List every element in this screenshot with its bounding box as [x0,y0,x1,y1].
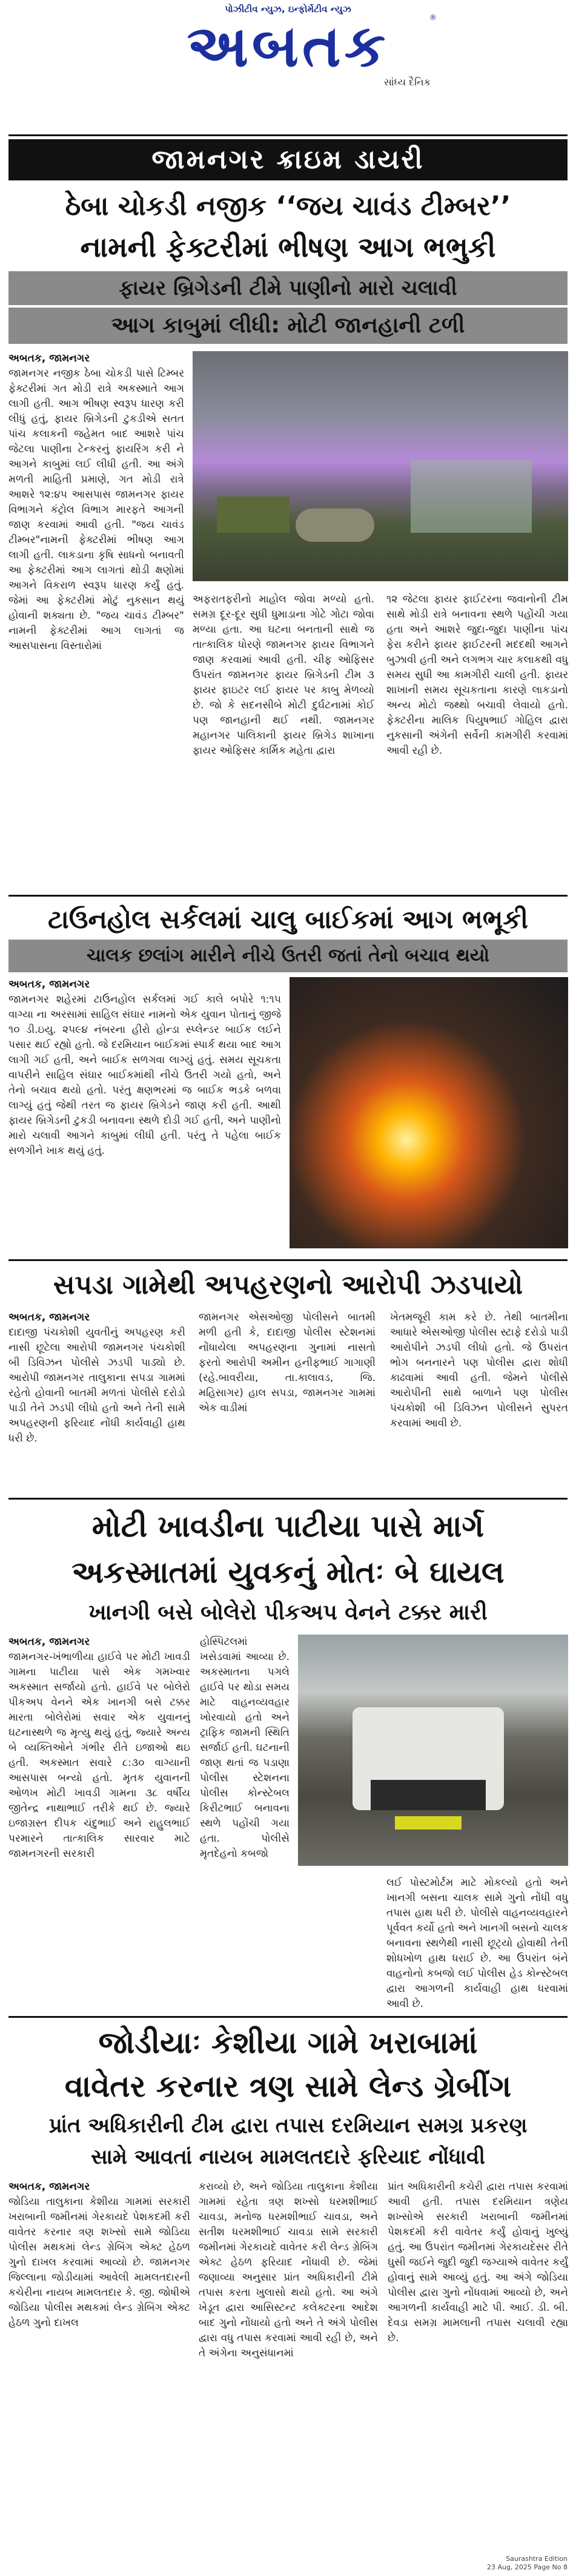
story4-column-3 [386,1876,568,2010]
story2-headline: ટાઉનહોલ સર્કલમાં ચાલુ બાઈકમાં આગ ભભૂકી [48,904,528,934]
story3-column-1 [8,1310,185,1492]
story4-headline-line2: અકસ્માતમાં યુવકનું મોતઃ બે ઘાયલ [71,1555,505,1590]
story4-col2-text: હોસ્પિટલમાં ખસેડવામાં આવ્યા છે. અકસ્માતના પગલે હાઈવે પર થોડા સમય માટે વાહનવ્યવહાર ખોરવાયો હતો અને ટ્રાફિક જામની સ્થિતિ સર્જાઈ હતી. ઘટનાની જાણ થતાં જ પડાણા પોલીસ સ્ટેશનના પોલીસ કોન્સ્ટેબલ કિરીટભાઈ બનાવના સ્થળે પહોંચી ગયા હતા. પોલીસે મૃતદેહનો કબજો [200,1636,290,1860]
masthead-tagline: પોઝીટીવ ન્યુઝ, ઇન્ફોર્મેટીવ ન્યુઝ [225,4,351,15]
bike-fire-photo [290,977,568,1248]
masthead-subtitle: સાંધ્ય દૈનિક [383,76,431,88]
story1-column-1 [8,351,184,890]
story3-col2-text: જામનગર એસઓજી પોલીસને બાતમી મળી હતી કે, દાદાજી પોલીસ સ્ટેશનમાં નોંધાયેલા અપહરણના ગુનામાં નાસતો ફરતો આરોપી અમીન હનીફભાઈ ગાગાણી (રહે.બાવરીયા, તા.કાલાવડ, જિ. મહિસાગર) હાલ સપડા, જામનગર ગામમાં એક વાડીમાં [199,1311,376,1414]
story2-body-text: જામનગર શહેરમાં ટાઉનહોલ સર્કલમાં ગઈ કાલે બપોરે ૧:૧૫ વાગ્યા ના અરસામાં સાહિલ સંઘાર નામનો એક યુવાન પોતાનું જીજે ૧૦ ડી.ઇયુ. ૨૫૯૪ નંબરના હીરો હોન્ડા સ્પ્લેન્ડર બાઈક લઈને પસાર થઈ રહ્યો હતો. જે દરમિયાન બાઈકમાં સ્પાર્ક થયા બાદ આગ લાગી ગઈ હતી, અને બાઈક સળગવા લાગ્યું હતું. સમય સૂચકતા વાપરીને સાહિલ સંઘાર બાઈકમાંથી નીચે ઉતરી ગયો હતો, અને તેનો બચાવ થયો હતો. પરંતુ ક્ષણભરમાં જ બાઈક ભડકે બળવા લાગ્યું હતું જેથી તરત જ ફાયર બ્રિગેડને જાણ કરી હતી. આથી ફાયર બ્રિગેડની ટુકડી બનાવના સ્થળે દોડી ગઈ હતી, અને પાણીનો મારો ચલાવી આગને કાબુમાં લીધી હતી. પરંતુ તે પહેલા બાઈક સળગીને ખાક થયું હતું. [8,993,281,1157]
story1-dateline: અબતક, જામનગર [8,352,90,364]
story1-subhead-line2: આગ કાબુમાં લીધી: મોટી જાનહાની ટળી [8,308,568,344]
story5-col1-text: જોડિયા તાલુકાના કેશીયા ગામમાં સરકારી ખરાબાની જમીનમાં ગેરકાયદે પેશકદમી કરી વાવેતર કરનાર ત્રણ શખ્સો સામે જોડિયા પોલીસ મથકમાં લેન્ડ ગ્રેબિંગ એક્ટ હેઠળ ગુનો દાખલ કરવામાં આવ્યો છે. જામનગર જિલ્લાના જોડીયામાં આવેલી મામલતદારની કચેરીના નાયબ મામલતદાર કે. જી. જોષીએ જોડિયા પોલીસ મથકમાં લેન્ડ ગ્રેબિંગ એક્ટ હેઠળ ગુનો દાખલ [8,2196,190,2329]
story3-column-2 [199,1310,376,1492]
divider [8,2016,568,2018]
footer-date: 23 Aug, 2025 Page No 8 [486,2563,568,2571]
story5-subhead-line2: સામે આવતાં નાયબ મામલતદારે ફરિયાદ નોંધાવી [91,2145,485,2169]
footer-edition: Saurashtra Edition [506,2555,568,2563]
story5-subhead-line1: પ્રાંત અધિકારીની ટીમ દ્વારા તપાસ દરમિયાન સમગ્ર પ્રકરણ [48,2113,528,2138]
story3-column-3 [390,1310,568,1492]
story1-col3-text: ૧૨ જેટલા ફાયર ફાઈટરના જવાનોની ટીમ સાથે મોડી રાત્રે બનાવના સ્થળે પહોંચી ગયા હતા અને આશરે જુદા-જુદા પાણીના પાંચ ફેરા કરીને ફાયર ફાઈટરની મદદથી આગને બુઝાવી હતી અને લગભગ ચાર કલાકથી વધુ સમય સુધી આ કામગીરી ચાલી હતી. ફાયર શાખાની સમય સૂચકતાના કારણે લાકડાનો અન્ય મોટો જથ્થો બચાવી લેવાયો હતો. ફેક્ટરીના માલિક પિયુષભાઈ ગોહિલ દ્વારા નુકસાની અંગેની સર્વેની કામગીરી કરવામાં આવી રહી છે. [386,593,568,757]
story2-subhead: ચાલક છલાંગ મારીને નીચે ઉતરી જતાં તેનો બચાવ થયો [8,940,568,972]
story5-col2-text: કરાવ્યો છે, અને જોડિયા તાલુકાના કેશીયા ગામમાં રહેતા ત્રણ શખ્સો ધરમશીભાઈ ચાવડા, મનોજ ધરમશીભાઈ ચાવડા, અને સતીશ ધરમશીભાઈ ચાવડા સામે સરકારી જમીનમાં ગેરકાયદે વાવેતર કરી લેન્ડ ગ્રેબિંગ એક્ટ હેઠળ ફરિયાદ નોંધાવી છે. જેમાં જણાવ્યા અનુસાર પ્રાંત અધિકારીની ટીમે તપાસ કરતા ખુલાસો થયો હતો. આ અંગે ખેડૂત દ્વારા આસિસ્ટન્ટ કલેક્ટરના આદેશ બાદ ગુનો નોંધાયો હતો અને તે અંગે પોલીસ દ્વારા વધુ તપાસ કરવામાં આવી રહી છે, અને તે અંગેના અનુસંધાનમાં [199,2181,378,2359]
accident-vehicle-photo [298,1635,568,1866]
divider [8,895,568,897]
story2-body [8,977,281,1256]
story5-headline-line2: વાવેતર કરનાર ત્રણ સામે લેન્ડ ગ્રેબીંગ [64,2069,512,2104]
registered-mark: ® [429,13,437,22]
story4-dateline: અબતક, જામનગર [8,1636,90,1648]
story1-column-3 [386,592,568,889]
story5-headline-line1: જોડીયાઃ કેશીયા ગામે ખરાબામાં [98,2025,478,2060]
story5-column-3 [388,2179,568,2549]
divider [8,1498,568,1500]
divider [8,1259,568,1261]
page-footer [487,2555,568,2572]
story3-dateline: અબતક, જામનગર [8,1311,90,1323]
story4-column-1 [8,1635,190,2010]
story5-dateline: અબતક, જામનગર [8,2181,90,2193]
factory-fire-photo [193,351,568,581]
story4-column-2 [200,1635,290,2010]
story1-col2-text: અફરાતફરીનો માહોલ જોવા મળ્યો હતો. સમગ્ર દૂર-દૂર સુધી ધુમાડાના ગોટે ગોટા જોવા મળ્યા હતા. આ ઘટના બનતાની સાથે જ તાત્કાલિક ધોરણે જામનગર ફાયર વિભાગને જાણ કરવામાં આવી હતી. ચીફ ઓફિસર ઉપરાંત જામનગર ફાયર બ્રિગેડની ટીમ ૩ ફાયર ફાઇટર લઈ ફાયર પર કાબુ મેળવ્યો છે. જો કે સદનસીબે મોટી દુર્ઘટનામાં કોઈ પણ જાનહાની થઈ નથી. જામનગર મહાનગર પાલિકાની ફાયર બ્રિગેડ શાખાના ફાયર ઓફિસર કાર્મિક મહેતા દ્વારા [193,593,374,757]
section-banner: જામનગર ક્રાઇમ ડાયરી [8,139,568,180]
story4-col1-text: જામનગર-ખંભાળીયા હાઈવે પર મોટી ખાવડી ગામના પાટીયા પાસે એક ગમખ્વાર અકસ્માત સર્જાયો હતો. હાઈવે પર બોલેરો પીકઅપ વેનને એક ખાનગી બસે ટક્કર મારતા બોલેરોમાં સવાર એક યુવાનનું ઘટનાસ્થળે જ મૃત્યુ થયું હતું, જ્યારે અન્ય બે વ્યક્તિઓને ગંભીર રીતે ઇજાઓ થઇ હતી. અકસ્માત સવારે ૮:૩૦ વાગ્યાની આસપાસ બન્યો હતો. મૃતક યુવાનની ઓળખ મોટી ખાવડી ગામના ૩૮ વર્ષીય જીતેન્દ્ર નાથાભાઈ તરીકે થઈ છે. જ્યારે ઇજાગ્રસ્ત દીપક ચંદુભાઈ અને રાહુલભાઈ પરમારને તાત્કાલિક સારવાર માટે જામનગરની સરકારી [8,1651,190,1860]
masthead-logo: અબતક [187,12,389,80]
story4-col3-text: લઈ પોસ્ટમોર્ટમ માટે મોકલ્યો હતો અને ખાનગી બસના ચાલક સામે ગુનો નોંધી વધુ તપાસ હાથ ધરી છે. પોલીસે વાહનવ્યવહારને પૂર્વવત કર્યો હતો અને ખાનગી બસનો ચાલક બનાવના સ્થળેથી નાસી છૂટ્યો હોવાથી તેની શોધખોળ હાથ ધરાઈ છે. આ ઉપરાંત બંને વાહનોનો કબજો લઈ પોલીસ હેડ કોન્સ્ટેબલ દ્વારા આગળની કાર્યવાહી હાથ ધરવામાં આવી છે. [386,1877,568,2010]
story3-col1-text: દાદાજી પંચકોશી યુવતીનું અપહરણ કરી નાસી છૂટેલા આરોપી જામનગર પંચકોશી બી ડિવિઝન પોલીસે ઝડપી પાડ્યો છે. આરોપી જામનગર તાલુકાના સપડા ગામમાં રહેતો હોવાની બાતમી મળતાં પોલીસે દરોડો પાડી તેને ઝડપી લીધો હતો અને તેની સામે અપહરણની ફરિયાદ નોંધી કાર્યવાહી હાથ ધરી છે. [8,1326,185,1444]
story5-column-1 [8,2179,190,2549]
story4-headline-line1: મોટી ખાવડીના પાટીયા પાસે માર્ગ [91,1509,485,1544]
story5-column-2 [199,2179,378,2549]
story1-col1-text: જામનગર નજીક ઠેબા ચોકડી પાસે ટિમ્બર ફેક્ટરીમાં ગત મોડી રાત્રે અકસ્માતે આગ લાગી હતી. આગ ભીષણ સ્વરૂપ ધારણ કરી લીધું હતું, ફાયર બ્રિગેડની ટુકડીએ સતત પાંચ કલાકની જહેમત બાદ આશરે પાંચ જેટલા પાણીના ટેન્કરનું ફાયરિંગ કરી ને આગને કાબુમાં લઈ લીધી હતી. આ અંગે મળતી માહિતી પ્રમાણે, ગત મોડી રાત્રે આશરે ૧૨:૪૫ આસપાસ જામનગર ફાયર વિભાગને કંટ્રોલ વિભાગ મારફતે આગની જાણ કરવામાં આવી હતી. "જય ચાવંડ ટીમ્બર"નામની ફેક્ટરીમાં ભીષણ આગ લાગી હતી. લાકડાના કૃષિ સાધનો બનાવતી આ ફેક્ટરીમાં આગ લાગતાં થોડી ક્ષણોમાં આગને વિકરાળ સ્વરૂપ ધારણ કર્યું હતું. જેમાં આ ફેક્ટરીમાં મોટું નુકસાન થયું હોવાની શક્યતા છે. "જય ચાવંડ ટીમ્બર" નામની ફેક્ટરીમાં આગ લાગતાં જ આસપાસના વિસ્તારોમાં [8,367,184,652]
story3-col3-text: ખેતમજૂરી કામ કરે છે. તેથી બાતમીના આધારે એસઓજી પોલીસ સ્ટાફે દરોડો પાડી આરોપીને ઝડપી લીધો હતો. જે ઉપરાંત ભોગ બનનારને પણ પોલીસ દ્વારા શોધી કાઢવામાં આવી હતી. જેમને પોલીસે આરોપીની સાથે બાળાને પણ પોલીસ પંચકોશી બી ડિવિઝન પોલીસને સુપરત કરવામાં આવી છે. [390,1311,568,1429]
story1-column-2 [193,592,374,889]
story3-headline: સપડા ગામેથી અપહરણનો આરોપી ઝડપાયો [53,1270,523,1300]
story2-dateline: અબતક, જામનગર [8,978,90,990]
divider [8,134,568,136]
story4-subhead: ખાનગી બસે બોલેરો પીકઅપ વેનને ટક્કર મારી [88,1600,488,1625]
story1-subhead-line1: ફાયર બ્રિગેડની ટીમે પાણીનો મારો ચલાવી [8,271,568,305]
story5-col3-text: પ્રાંત અધિકારીની કચેરી દ્વારા તપાસ કરવામાં આવી હતી. તપાસ દરમિયાન ત્રણેય શખ્સોએ સરકારી ખરાબાની જમીનમાં પેશકદમી કરી વાવેતર કર્યું હોવાનું ખુલ્યું હતું. આ ઉપરાંત જમીનમાં ગેરકાયદેસર રીતે ઘુસી જઈને જુદી જુદી જગ્યાએ વાવેતર કર્યું હોવાનું સામે આવ્યું હતું. આ અંગે જોડિયા પોલીસ દ્વારા ગુનો નોંધવામાં આવ્યો છે, અને આગળની કાર્યવાહી માટે પી. આઈ. ડી. બી. દેવડા સમગ્ર મામલાની તપાસ ચલાવી રહ્યા છે. [388,2181,568,2344]
story1-headline-line2: નામની ફેક્ટરીમાં ભીષણ આગ ભભુકી [80,231,496,263]
story1-headline-line1: ઠેબા ચોકડી નજીક ‘‘જય ચાવંડ ટીમ્બર’’ [65,191,511,222]
masthead [0,0,576,91]
